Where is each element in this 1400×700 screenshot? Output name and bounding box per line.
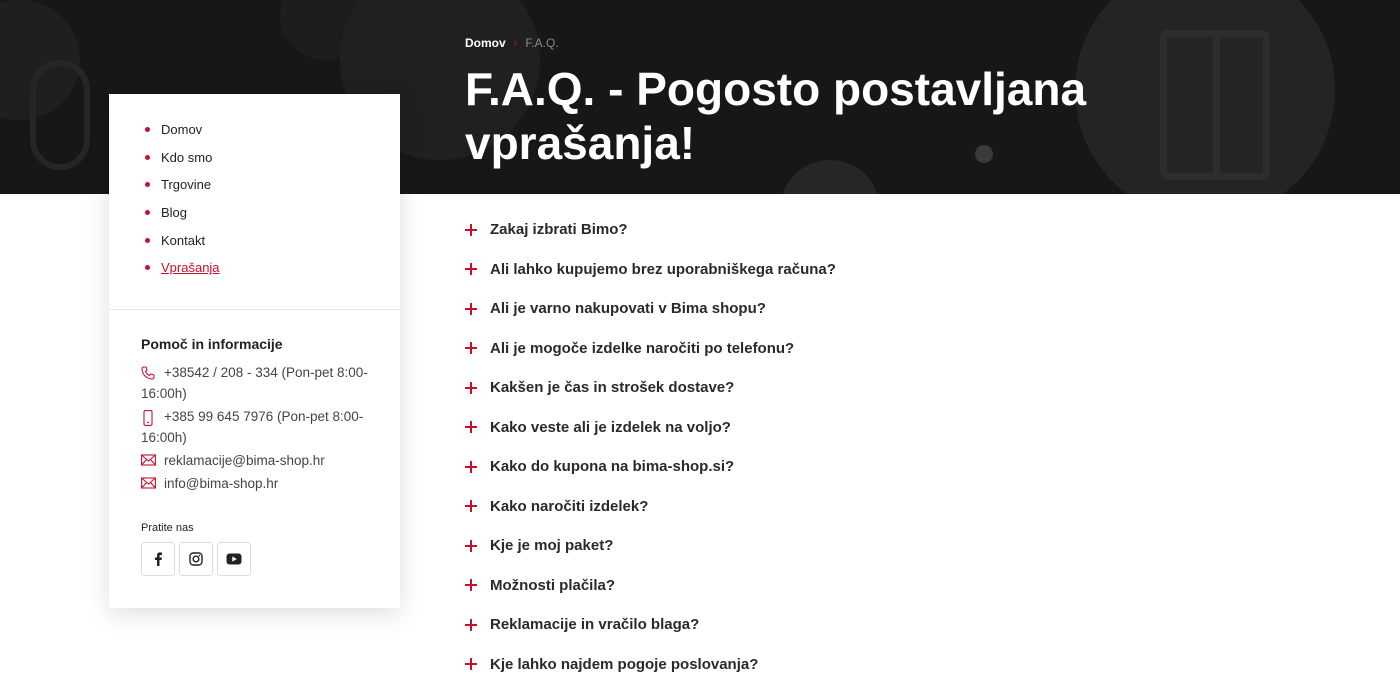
mobile-number: +385 99 645 7976 (Pon-pet 8:00-16:00h) [141, 409, 364, 445]
social-links [141, 542, 251, 576]
plus-icon [465, 658, 477, 670]
sidebar-item-label: Trgovine [161, 177, 212, 193]
plus-icon [465, 619, 477, 631]
faq-item[interactable] [465, 408, 1265, 448]
help-title: Pomoč in informacije [141, 336, 283, 352]
faq-question: Kako naročiti izdelek? [490, 497, 649, 515]
sidebar-item-label: Domov [161, 122, 203, 138]
faq-question: Reklamacije in vračilo blaga? [490, 616, 700, 634]
breadcrumb-home-link[interactable]: Domov [465, 36, 506, 50]
facebook-icon [153, 552, 163, 566]
faq-question: Kje lahko najdem pogoje poslovanja? [490, 655, 759, 673]
page-title: F.A.Q. - Pogosto postavljana vprašanja! [465, 63, 1087, 169]
sidebar-item-label: Vprašanja [161, 260, 220, 276]
sidebar-item-domov[interactable] [145, 116, 400, 144]
faq-item[interactable] [465, 566, 1265, 606]
faq-item[interactable] [465, 250, 1265, 290]
bullet-icon [145, 210, 150, 215]
faq-question: Zakaj izbrati Bimo? [490, 221, 628, 239]
faq-item[interactable] [465, 210, 1265, 250]
faq-question: Ali lahko kupujemo brez uporabniškega računa? [490, 260, 836, 278]
mail-icon [141, 454, 156, 467]
plus-icon [465, 500, 477, 512]
breadcrumb [465, 36, 559, 50]
faq-item[interactable] [465, 645, 1265, 685]
chevron-right-icon: › [513, 37, 518, 49]
divider [109, 309, 400, 310]
plus-icon [465, 224, 477, 236]
faq-item[interactable] [465, 605, 1265, 645]
faq-item[interactable] [465, 368, 1265, 408]
plus-icon [465, 421, 477, 433]
faq-item[interactable] [465, 487, 1265, 527]
social-title: Pratite nas [141, 522, 194, 534]
faq-question: Možnosti plačila? [490, 576, 616, 594]
plus-icon [465, 303, 477, 315]
plus-icon [465, 461, 477, 473]
faq-list [465, 210, 1265, 684]
social-section [141, 522, 251, 576]
faq-item[interactable] [465, 526, 1265, 566]
bullet-icon [145, 238, 150, 243]
instagram-button[interactable] [179, 542, 213, 576]
phone-number: +38542 / 208 - 334 (Pon-pet 8:00-16:00h) [141, 365, 368, 401]
bullet-icon [145, 127, 150, 132]
sidebar-item-vprasanja[interactable] [145, 254, 400, 282]
help-section [141, 336, 381, 496]
mobile-contact[interactable] [141, 406, 381, 448]
email-info: info@bima-shop.hr [164, 476, 279, 491]
phone-contact[interactable] [141, 362, 381, 404]
plus-icon [465, 382, 477, 394]
bullet-icon [145, 182, 150, 187]
plus-icon [465, 342, 477, 354]
plus-icon [465, 579, 477, 591]
faq-item[interactable] [465, 447, 1265, 487]
faq-item[interactable] [465, 329, 1265, 369]
sidebar-item-kdo-smo[interactable] [145, 144, 400, 172]
breadcrumb-current: F.A.Q. [525, 36, 559, 50]
sidebar [109, 94, 400, 608]
email-info-contact[interactable] [141, 473, 381, 494]
sidebar-item-label: Kontakt [161, 232, 206, 248]
bullet-icon [145, 155, 150, 160]
plus-icon [465, 540, 477, 552]
mail-icon [141, 477, 156, 490]
plus-icon [465, 263, 477, 275]
mobile-phone-icon [141, 410, 156, 423]
faq-item[interactable] [465, 289, 1265, 329]
faq-question: Kako veste ali je izdelek na voljo? [490, 418, 731, 436]
sidebar-item-trgovine[interactable] [145, 171, 400, 199]
email-complaints-contact[interactable] [141, 450, 381, 471]
faq-question: Kakšen je čas in strošek dostave? [490, 379, 735, 397]
decorative-plates-shape [30, 60, 90, 170]
bullet-icon [145, 265, 150, 270]
sidebar-item-label: Kdo smo [161, 149, 213, 165]
youtube-icon [226, 553, 242, 565]
sidebar-item-blog[interactable] [145, 199, 400, 227]
faq-question: Kako do kupona na bima-shop.si? [490, 458, 735, 476]
faq-question: Kje je moj paket? [490, 537, 614, 555]
sidebar-item-kontakt[interactable] [145, 226, 400, 254]
facebook-button[interactable] [141, 542, 175, 576]
youtube-button[interactable] [217, 542, 251, 576]
faq-question: Ali je mogoče izdelke naročiti po telefonu? [490, 339, 795, 357]
sidebar-nav [109, 94, 400, 282]
sidebar-item-label: Blog [161, 205, 188, 221]
phone-icon [141, 366, 156, 379]
email-complaints: reklamacije@bima-shop.hr [164, 453, 325, 468]
faq-question: Ali je varno nakupovati v Bima shopu? [490, 300, 766, 318]
instagram-icon [189, 552, 203, 566]
